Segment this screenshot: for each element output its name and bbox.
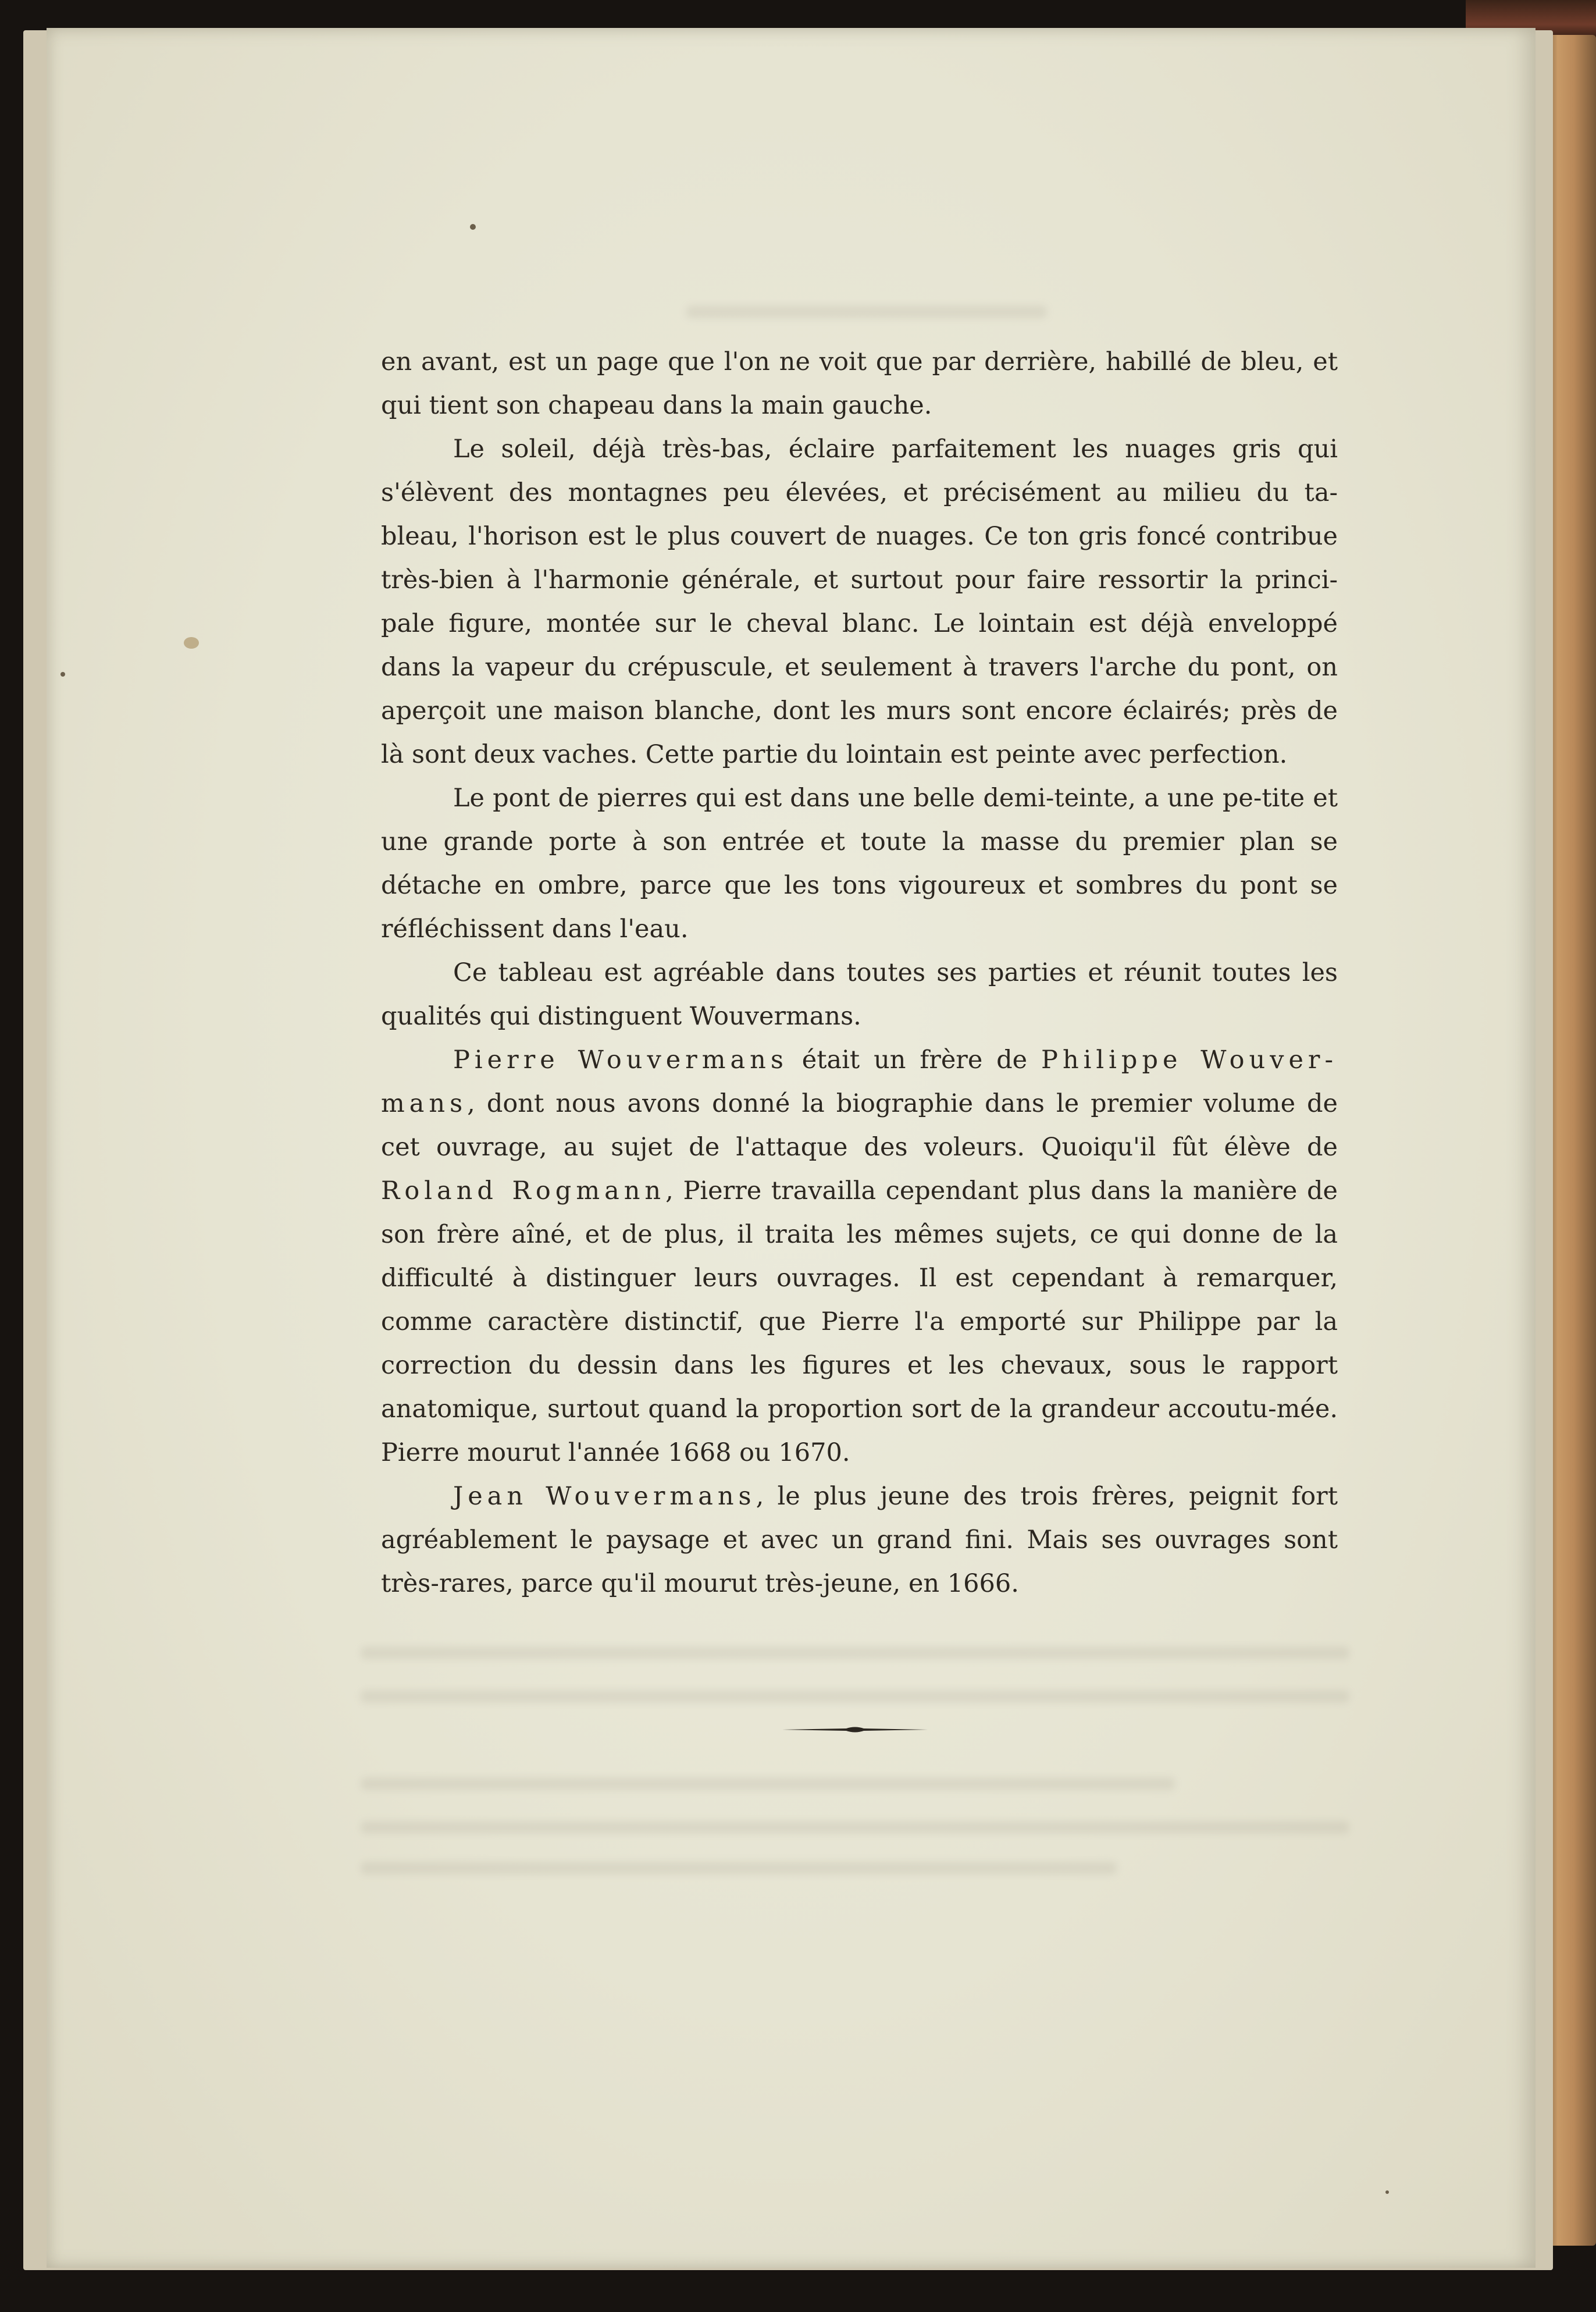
paragraph-6 <box>381 1475 1338 1606</box>
paragraph-1: en avant, est un page que l'on ne voit que par derrière, habillé de bleu, et qui tient son chapeau dans la main gauche. <box>381 347 1338 420</box>
body-text <box>381 340 1338 1606</box>
name-jean-wouvermans: Jean Wouvermans <box>453 1482 756 1511</box>
bleed-through <box>361 1777 1175 1790</box>
bleed-through <box>361 1646 1349 1659</box>
paragraph-5 <box>381 1038 1338 1475</box>
paragraph-2: Le soleil, déjà très-bas, éclaire parfaitement les nuages gris qui s'élèvent des montagnes peu élevées, et précisément au milieu du ta-bleau, l'horison est le plus couvert de nuages. Ce ton gris foncé contribue très-bien à l'harmonie générale, et surtout pour faire ressortir la princi-pale figure, montée sur le cheval blanc. Le lointain est déjà enveloppé dans la vapeur du crépuscule, et seulement à travers l'arche du pont, on aperçoit une maison blanche, dont les murs sont encore éclairés; près de là sont deux vaches. Cette partie du lointain est peinte avec perfection. <box>381 435 1338 769</box>
paper-spot <box>1385 2190 1389 2194</box>
paragraph-4: Ce tableau est agréable dans toutes ses parties et réunit toutes les qualités qui distinguent Wouvermans. <box>381 958 1338 1031</box>
paper-spot <box>60 672 65 677</box>
bleed-through <box>361 1690 1349 1703</box>
name-roland-rogmann: Roland Rogmann <box>381 1176 666 1205</box>
text-segment: était un frère de <box>788 1045 1042 1075</box>
text-segment: , Pierre travailla cependant plus dans la manière de son frère aîné, et de plus, il traita les mêmes sujets, ce qui donne de la difficulté à distinguer leurs ouvrages. Il est cependant à remarquer, comme caractère distinctif, que Pierre l'a emporté sur Philippe par la correction du dessin dans les figures et les chevaux, sous le rapport anatomique, surtout quand la proportion sort de la grandeur accoutu-mée. Pierre mourut l'année 1668 ou 1670. <box>381 1176 1338 1467</box>
paragraph-3: Le pont de pierres qui est dans une belle demi-teinte, a une pe-tite et une grande porte à son entrée et toute la masse du premier plan se détache en ombre, parce que les tons vigoureux et sombres du pont se réfléchissent dans l'eau. <box>381 784 1338 944</box>
text-segment: , le plus jeune des trois frères, peignit fort agréablement le paysage et avec un grand fini. Mais ses ouvrages sont très-rares, parce qu'il mourut très-jeune, en 1666. <box>381 1482 1338 1598</box>
bleed-through <box>686 305 1047 318</box>
paper-spot <box>470 224 476 230</box>
name-philippe-wouvermans: Philippe Wouver-mans <box>381 1045 1338 1118</box>
text-segment: , dont nous avons donné la biographie dans le premier volume de cet ouvrage, au sujet de l'attaque des voleurs. Quoiqu'il fût élève de <box>381 1089 1338 1162</box>
paper-spot <box>184 637 199 649</box>
bleed-through <box>361 1821 1349 1834</box>
end-ornament-rule <box>782 1724 928 1735</box>
name-pierre-wouvermans: Pierre Wouvermans <box>453 1045 788 1075</box>
bleed-through <box>361 1862 1117 1875</box>
